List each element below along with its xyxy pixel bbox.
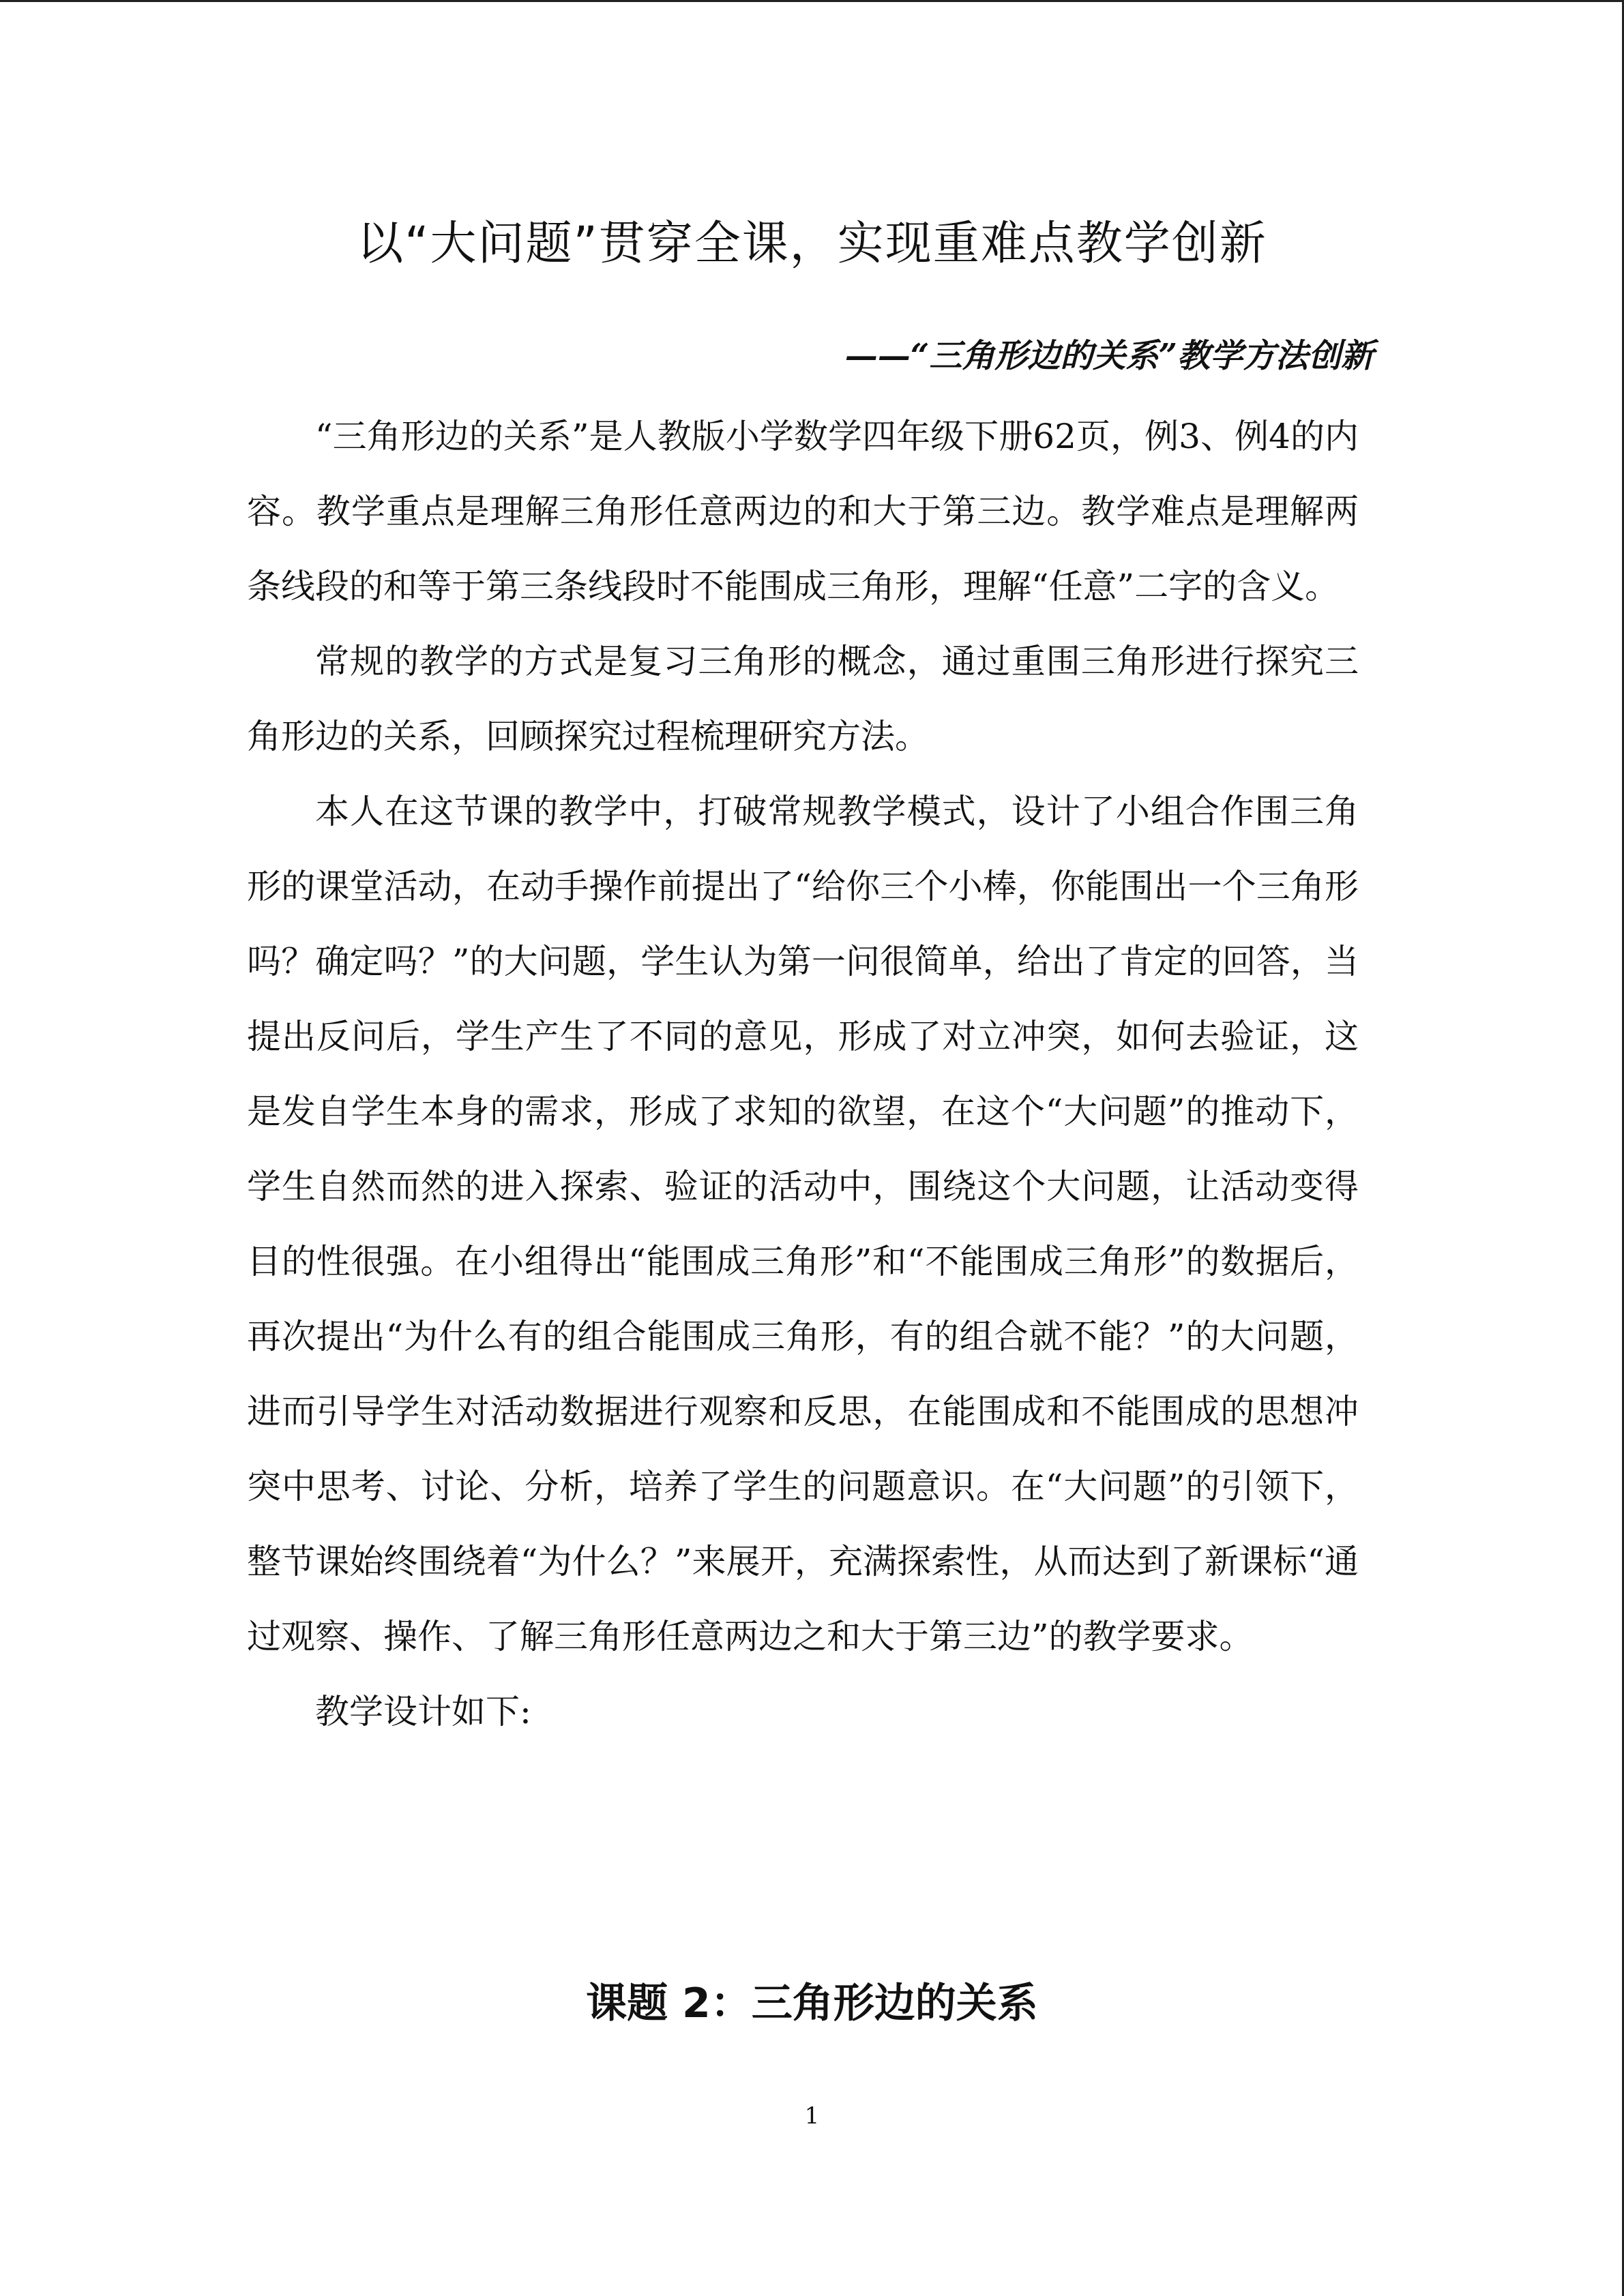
paragraph-4: 教学设计如下: [315, 1692, 531, 1731]
paragraph-1: “三角形边的关系”是人教版小学数学四年级下册62页，例3、例4的内容。教学重点是理解三角形任意两边的和大于第三边。教学难点是理解两条线段的和等于第三条线段时不能围成三角形，理解“任意”二字的含义。 [247, 417, 1359, 606]
lesson-title: 课题 2：三角形边的关系 [586, 1980, 1038, 2027]
page-title: 以“大问题”贯穿全课，实现重难点教学创新 [357, 217, 1267, 271]
paragraph-2: 常规的教学的方式是复习三角形的概念，通过重围三角形进行探究三角形边的关系，回顾探究过程梳理研究方法。 [247, 642, 1359, 756]
paragraph-3: 本人在这节课的教学中，打破常规教学模式，设计了小组合作围三角形的课堂活动，在动手操作前提出了“给你三个小棒，你能围出一个三角形吗？确定吗？”的大问题，学生认为第一问很简单，给出了肯定的回答，当提出反问后，学生产生了不同的意见，形成了对立冲突，如何去验证，这是发自学生本身的需求，形成了求知的欲望，在这个“大问题”的推动下，学生自然而然的进入探索、验证的活动中，围绕这个大问题，让活动变得目的性很强。在小组得出“能围成三角形”和“不能围成三角形”的数据后，再次提出“为什么有的组合能围成三角形，有的组合就不能？”的大问题，进而引导学生对活动数据进行观察和反思，在能围成和不能围成的思想冲突中思考、讨论、分析，培养了学生的问题意识。在“大问题”的引领下，整节课始终围绕着“为什么？”来展开，充满探索性，从而达到了新课标“通过观察、操作、了解三角形任意两边之和大于第三边”的教学要求。 [247, 792, 1359, 1656]
page-number: 1 [804, 2102, 820, 2130]
body-text [247, 399, 1359, 1749]
page-subtitle: ——“三角形边的关系”教学方法创新 [844, 337, 1374, 375]
